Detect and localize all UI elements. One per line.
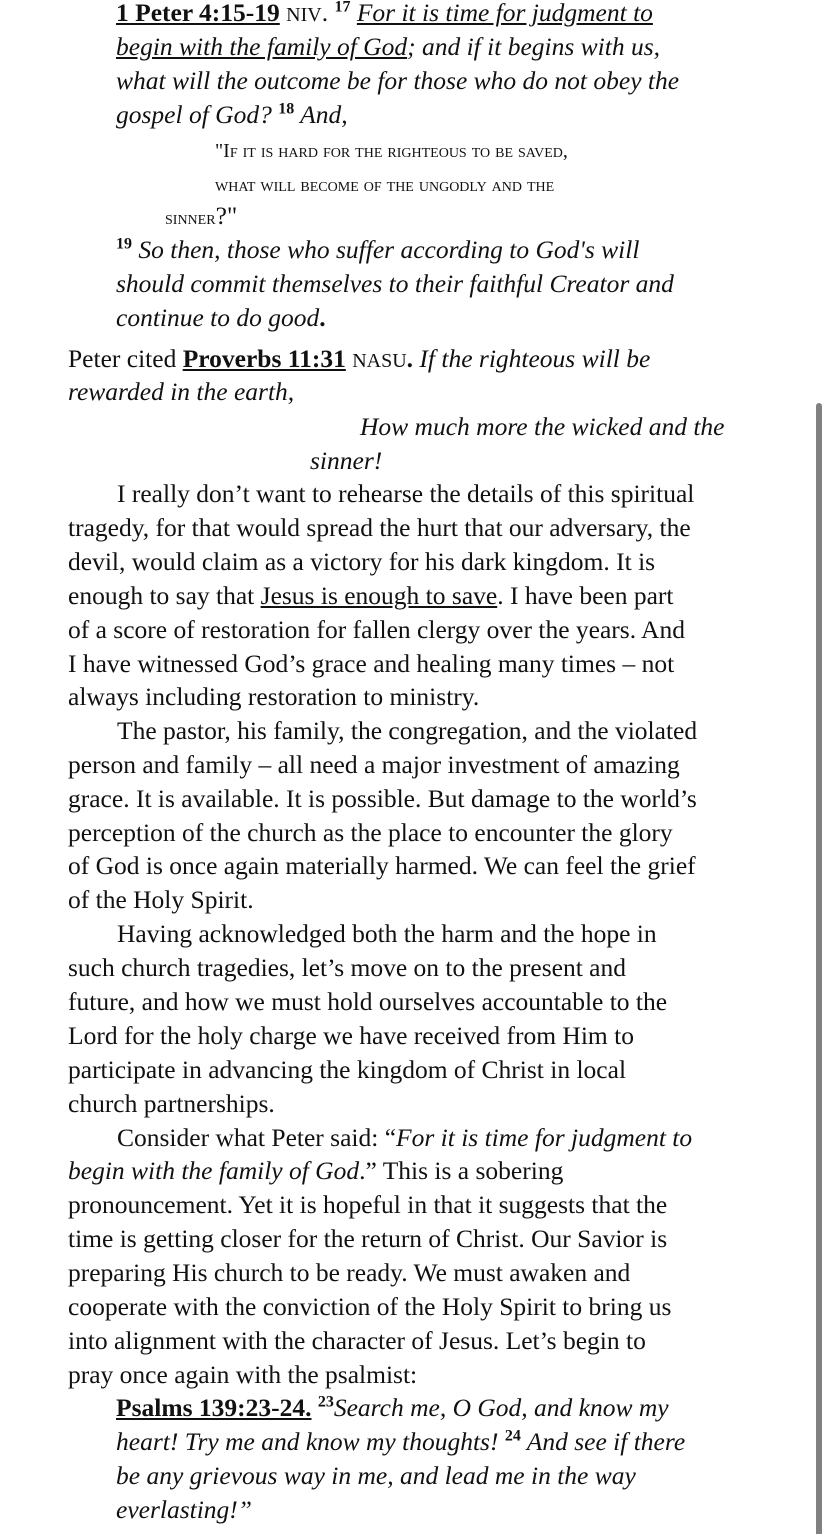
text-segment: continue to do good (116, 303, 320, 332)
text-line (165, 199, 237, 235)
text-segment: devil, would claim as a victory for his dark kingdom. It is (68, 547, 656, 576)
text-line (215, 166, 554, 202)
text-line (116, 64, 679, 98)
text-line (68, 782, 697, 816)
scripture-reference: 1 Peter 4:15-19 (116, 0, 280, 27)
text-segment: church partnerships. (68, 1089, 275, 1118)
text-segment: .” This is a sobering (359, 1156, 564, 1185)
text-line (116, 1493, 252, 1527)
scripture-reference: Proverbs 11:31 (182, 344, 346, 373)
text-line (360, 410, 724, 444)
text-segment: perception of the church as the place to encounter the glory (68, 818, 673, 847)
text-line (68, 1324, 646, 1358)
text-segment: always including restoration to ministry. (68, 682, 480, 711)
text-line (68, 883, 254, 917)
text-segment: everlasting!” (116, 1495, 252, 1524)
scripture-reference: Psalms 139:23-24. (116, 1393, 312, 1422)
text-segment: Peter cited (68, 344, 183, 373)
text-segment: So then, those who suffer according to God's will (132, 235, 640, 264)
text-line (68, 951, 626, 985)
text-segment: sinner! (310, 446, 383, 475)
text-segment: pronouncement. Yet it is hopeful in that it suggests that the (68, 1190, 668, 1219)
text-line (68, 1087, 275, 1121)
text-line (116, 233, 639, 267)
text-segment: begin with the family of God (116, 32, 408, 61)
text-line (68, 748, 680, 782)
text-segment: Jesus is enough to save (260, 581, 498, 610)
text-line (68, 579, 674, 613)
text-segment: of a score of restoration for fallen clergy over the years. And (68, 615, 685, 644)
text-segment: what will become of the ungodly and the (215, 174, 555, 196)
text-segment: begin with the family of God (68, 1156, 360, 1185)
text-segment: into alignment with the character of Jesus. Let’s begin to (68, 1326, 646, 1355)
text-line (116, 301, 326, 335)
text-line (68, 1256, 630, 1290)
text-segment: Consider what Peter said: “ (117, 1123, 397, 1152)
verse-number: 24 (504, 1427, 521, 1445)
text-line (310, 444, 382, 478)
text-line (68, 985, 667, 1019)
text-line (68, 1019, 634, 1053)
text-line (117, 917, 657, 951)
text-segment: time is getting closer for the return of Christ. Our Savior is (68, 1224, 668, 1253)
text-segment: pray once again with the psalmist: (68, 1360, 418, 1389)
text-line (116, 1391, 669, 1425)
text-line (116, 0, 653, 32)
text-line (68, 816, 673, 850)
text-segment: cooperate with the conviction of the Holy Spirit to bring us (68, 1292, 672, 1321)
text-segment: . (319, 303, 326, 332)
text-segment: should commit themselves to their faithful Creator and (116, 269, 674, 298)
text-segment: be any grievous way in me, and lead me in the way (116, 1461, 636, 1490)
text-line (68, 1358, 417, 1392)
text-segment: preparing His church to be ready. We must awaken and (68, 1258, 631, 1287)
text-segment: tragedy, for that would spread the hurt that our adversary, the (68, 513, 691, 542)
text-line (68, 1290, 671, 1324)
text-segment: heart! Try me and know my thoughts! (116, 1427, 505, 1456)
text-segment: enough to say that (68, 581, 261, 610)
vertical-scrollbar[interactable] (816, 403, 822, 1534)
text-line (116, 98, 348, 132)
text-segment: NIV (286, 4, 322, 26)
text-segment: person and family – all need a major investment of amazing (68, 750, 680, 779)
text-segment: And, (294, 100, 348, 129)
text-line (68, 647, 674, 681)
text-segment: . I have been part (497, 581, 674, 610)
text-segment: . (406, 344, 420, 373)
text-line (68, 849, 696, 883)
text-line (68, 375, 294, 409)
text-segment: such church tragedies, let’s move on to the present and (68, 953, 626, 982)
text-line (116, 1459, 636, 1493)
text-line (68, 1154, 563, 1188)
text-segment: "If it is hard for the righteous to be saved, (215, 140, 568, 162)
verse-number: 18 (278, 100, 295, 118)
text-segment: gospel of God? (116, 100, 279, 129)
text-line (116, 1425, 685, 1459)
text-segment: Search me, O God, and know my (333, 1393, 669, 1422)
text-line (117, 477, 694, 511)
verse-number: 17 (334, 0, 351, 16)
text-segment: Having acknowledged both the harm and the hope in (117, 919, 657, 948)
text-segment: NASU (352, 350, 407, 372)
text-segment: ?" (215, 201, 238, 230)
text-segment: The pastor, his family, the congregation, and the violated (117, 716, 698, 745)
text-segment: How much more the wicked and the (360, 412, 725, 441)
text-line (117, 1121, 692, 1155)
text-segment: . (321, 0, 335, 27)
text-line (68, 511, 691, 545)
text-line (68, 680, 479, 714)
text-line (116, 30, 660, 64)
verse-number: 19 (116, 235, 132, 253)
text-segment: of the Holy Spirit. (68, 885, 254, 914)
text-segment: For it is time for judgment to (356, 0, 653, 27)
text-segment: grace. It is available. It is possible. But damage to the world’s (68, 784, 697, 813)
text-line (68, 1188, 667, 1222)
text-line (117, 714, 697, 748)
text-segment: of God is once again materially harmed. We can feel the grief (68, 851, 696, 880)
text-segment: ; and if it begins with us, (407, 32, 660, 61)
text-line (68, 545, 655, 579)
text-line (215, 132, 568, 168)
text-segment: If the righteous will be (419, 344, 651, 373)
text-segment: rewarded in the earth, (68, 377, 295, 406)
text-segment: I really don’t want to rehearse the details of this spiritual (117, 479, 695, 508)
text-segment: Lord for the holy charge we have received from Him to (68, 1021, 634, 1050)
text-line (68, 342, 650, 378)
text-line (68, 1053, 626, 1087)
text-line (68, 613, 685, 647)
text-segment: I have witnessed God’s grace and healing many times – not (68, 649, 675, 678)
text-segment: future, and how we must hold ourselves accountable to the (68, 987, 668, 1016)
text-segment: And see if there (520, 1427, 686, 1456)
text-segment: what will the outcome be for those who do not obey the (116, 66, 680, 95)
text-line (116, 267, 674, 301)
text-line (68, 1222, 667, 1256)
text-segment: For it is time for judgment to (396, 1123, 693, 1152)
text-segment: sinner (165, 207, 216, 229)
text-segment: participate in advancing the kingdom of Christ in local (68, 1055, 627, 1084)
verse-number: 23 (317, 1393, 334, 1411)
